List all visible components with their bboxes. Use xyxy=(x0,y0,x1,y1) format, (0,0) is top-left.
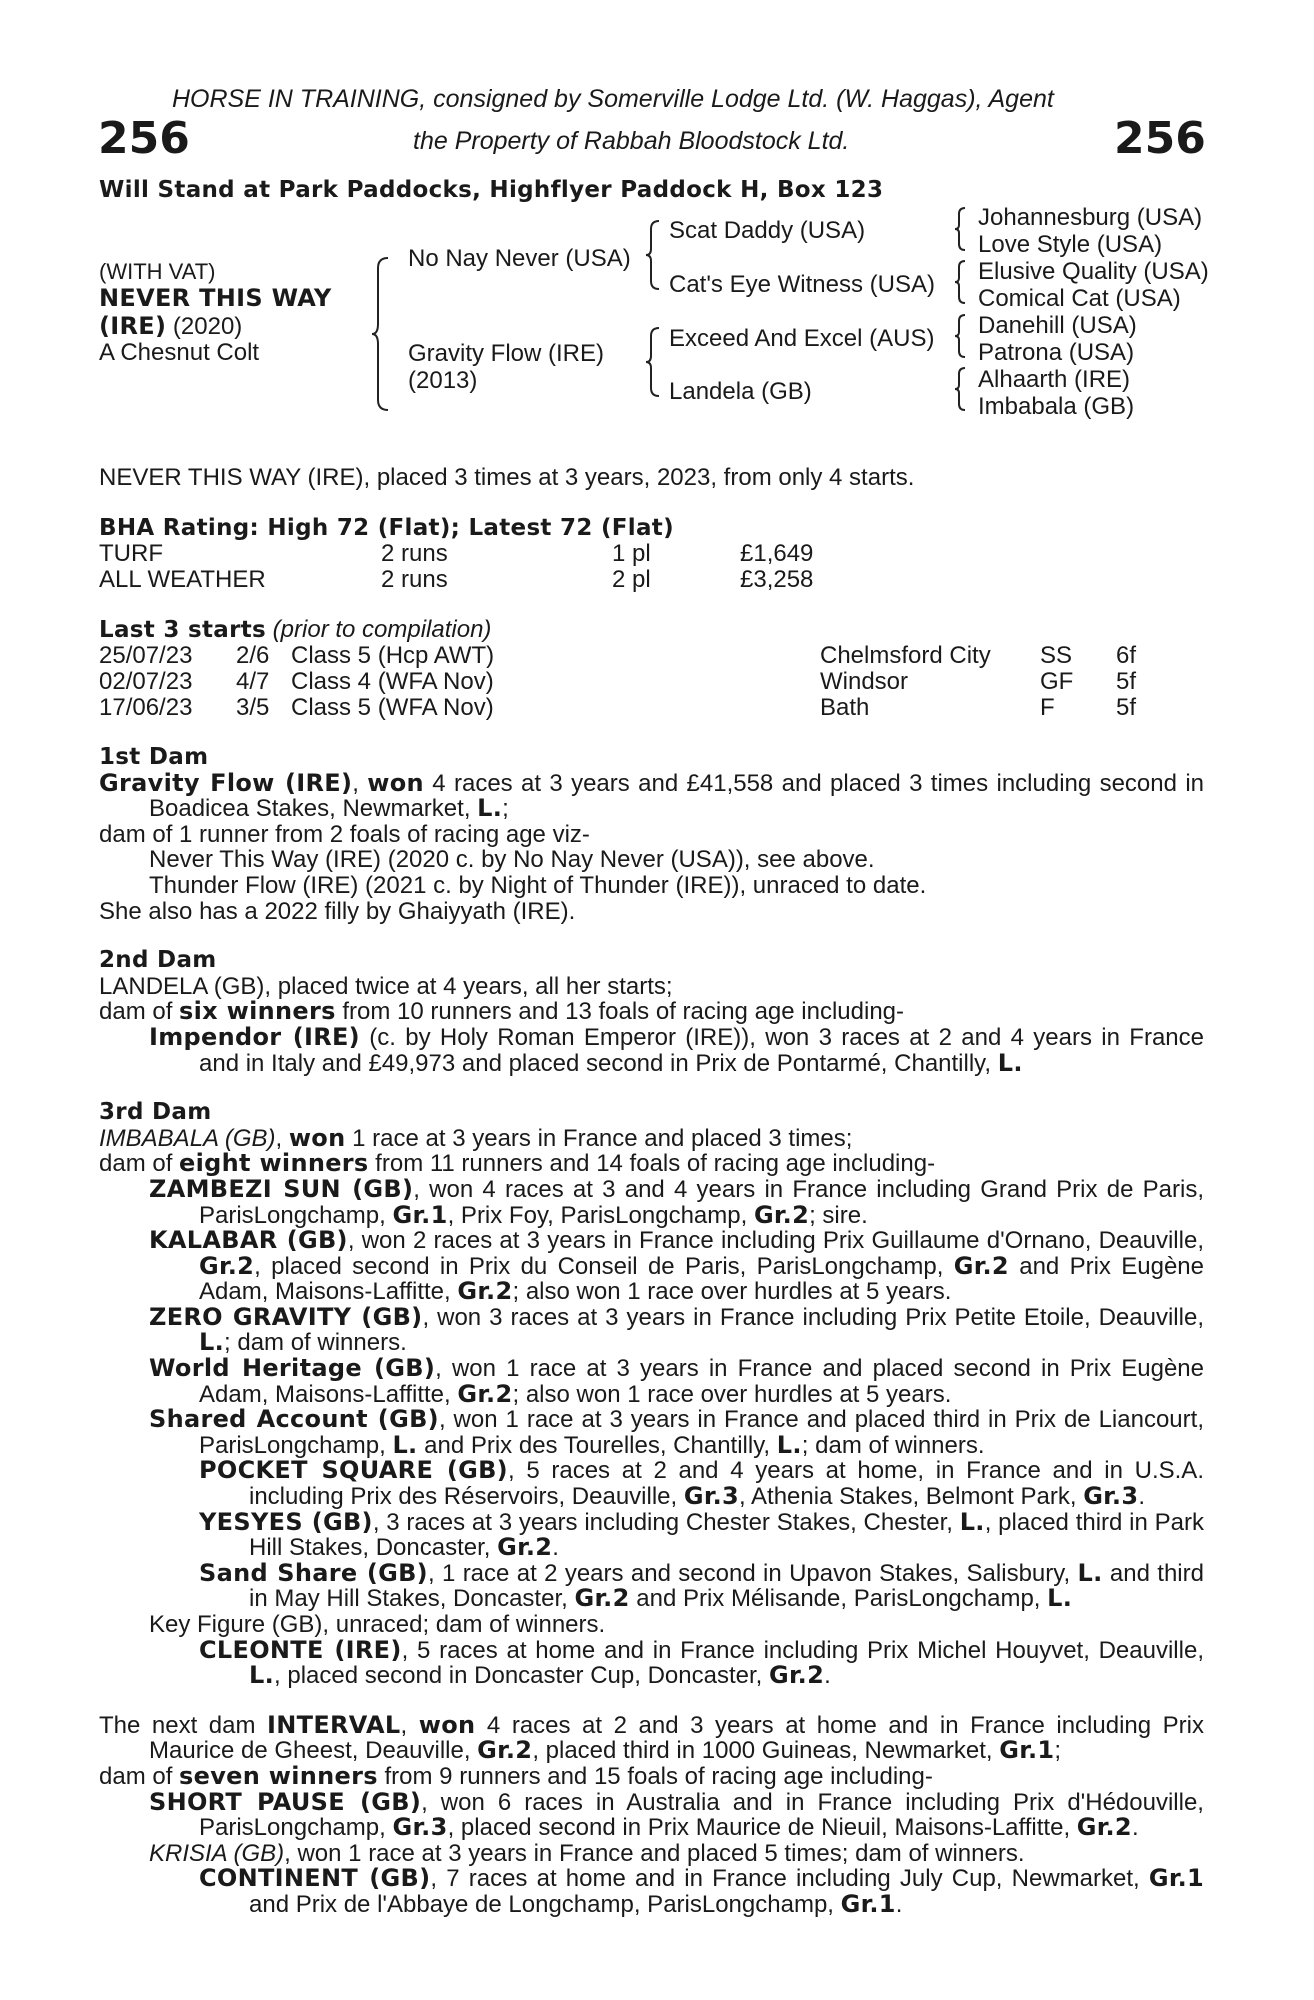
listed-mark: L. xyxy=(997,1048,1023,1077)
horse-name: Impendor (IRE) xyxy=(149,1022,360,1051)
record-text: dam of xyxy=(99,1150,180,1178)
horse-name: POCKET SQUARE (GB) xyxy=(199,1456,508,1485)
pedigree-dsd: Patrona (USA) xyxy=(978,339,1135,366)
produce-item: Never This Way (IRE) (2020 c. by No Nay Never (USA)), see above. xyxy=(149,846,875,874)
start-position: 4/7 xyxy=(236,668,270,695)
horse-name: CONTINENT (GB) xyxy=(199,1864,431,1893)
rating-runs: 2 runs xyxy=(381,540,448,567)
produce-item: SHORT PAUSE (GB), won 6 races in Australia and in France including Prix d'Hédouville, ParisLongchamp, Gr.3, placed second in Prix Maurice de Nieuil, Maisons-Laffitte, Gr.2. xyxy=(149,1787,1204,1842)
second-dam-produce xyxy=(99,999,1204,1025)
start-going: SS xyxy=(1040,642,1073,669)
horse-name: KRISIA (GB) xyxy=(149,1839,285,1867)
third-dam-heading: 3rd Dam xyxy=(99,1099,212,1126)
produce-item: YESYES (GB), 3 races at 3 years including Chester Stakes, Chester, L., placed third in Park Hill Stakes, Doncaster, Gr.2. xyxy=(199,1507,1204,1562)
pedigree-brace-dd xyxy=(953,366,967,412)
next-dam-produce: dam of seven winners from 9 runners and 15 foals of racing age including- xyxy=(99,1761,933,1790)
start-going: F xyxy=(1040,694,1055,721)
horse-description: A Chesnut Colt xyxy=(99,339,260,366)
produce-item: ZERO GRAVITY (GB), won 3 races at 3 years in France including Prix Petite Etoile, Deauville, L.; dam of winners. xyxy=(149,1302,1204,1357)
bha-rating-heading: BHA Rating: High 72 (Flat); Latest 72 (Flat) xyxy=(99,515,674,541)
produce-item: KALABAR (GB), won 2 races at 3 years in France including Prix Guillaume d'Ornano, Deauville, Gr.2, placed second in Prix du Conseil de Paris, ParisLongchamp, Gr.2 and Prix Eugène Adam, Maisons-Laffitte, Gr.2; also won 1 race over hurdles at 5 years. xyxy=(149,1226,1205,1306)
lot-number-left: 256 xyxy=(98,113,190,164)
record-text: from 10 runners and 13 foals of racing age including- xyxy=(335,998,905,1026)
pedigree-brace-main xyxy=(370,256,392,412)
produce-item: ZAMBEZI SUN (GB), won 4 races at 3 and 4 years in France including Grand Prix de Paris, ParisLongchamp, Gr.1, Prix Foy, ParisLongchamp, Gr.2; sire. xyxy=(149,1174,1204,1229)
record-text: 1 race at 3 years in France and placed 3 times; xyxy=(345,1124,853,1152)
rating-placed: 2 pl xyxy=(612,566,651,593)
first-dam-produce: dam of 1 runner from 2 foals of racing age viz- xyxy=(99,820,590,848)
record-text: 4 races at 3 years and £41,558 and placed 3 times including second in Boadicea Stakes, Newmarket, xyxy=(149,769,1205,823)
pedigree-ddd: Imbabala (GB) xyxy=(978,393,1135,420)
pedigree-sdd: Comical Cat (USA) xyxy=(978,285,1181,312)
last-starts-heading xyxy=(99,617,491,643)
horse-name: NEVER THIS WAY xyxy=(99,284,332,312)
pedigree-sire: No Nay Never (USA) xyxy=(408,245,631,272)
start-class: Class 5 (Hcp AWT) xyxy=(291,642,495,669)
horse-name: ZAMBEZI SUN (GB) xyxy=(149,1174,414,1203)
start-course: Chelmsford City xyxy=(820,642,991,669)
rating-prize: £1,649 xyxy=(740,540,814,567)
horse-name: Sand Share (GB) xyxy=(199,1558,428,1587)
race-summary: NEVER THIS WAY (IRE), placed 3 times at 3 years, 2023, from only 4 starts. xyxy=(99,464,915,491)
rating-surface: TURF xyxy=(99,540,163,567)
record-text: ; xyxy=(502,795,509,823)
produce-item: CLEONTE (IRE), 5 races at home and in France including Prix Michel Houyvet, Deauville, L., placed second in Doncaster Cup, Doncaster, Gr.2. xyxy=(199,1635,1204,1690)
start-distance: 5f xyxy=(1116,694,1137,721)
pedigree-sss: Johannesburg (USA) xyxy=(978,204,1203,231)
horse-name: ZERO GRAVITY (GB) xyxy=(149,1302,423,1331)
pedigree-ssd: Love Style (USA) xyxy=(978,231,1163,258)
produce-item: Thunder Flow (IRE) (2021 c. by Night of Thunder (IRE)), unraced to date. xyxy=(149,871,927,899)
horse-country: (IRE) xyxy=(99,312,167,340)
start-date: 25/07/23 xyxy=(99,642,193,669)
start-distance: 5f xyxy=(1116,668,1137,695)
dam-name: IMBABALA (GB) xyxy=(99,1124,276,1152)
winners-count: six winners xyxy=(179,997,336,1026)
start-date: 02/07/23 xyxy=(99,668,193,695)
produce-item: POCKET SQUARE (GB), 5 races at 2 and 4 years at home, in France and in U.S.A. including Prix des Réservoirs, Deauville, Gr.3, Athenia Stakes, Belmont Park, Gr.3. xyxy=(199,1456,1204,1511)
start-going: GF xyxy=(1040,668,1074,695)
pedigree-brace-ds xyxy=(953,313,967,359)
produce-item: CONTINENT (GB), 7 races at home and in France including July Cup, Newmarket, Gr.1 and Prix de l'Abbaye de Longchamp, ParisLongchamp, Gr.1. xyxy=(199,1864,1204,1918)
start-distance: 6f xyxy=(1116,642,1137,669)
dam-name: INTERVAL xyxy=(267,1710,401,1739)
horse-name: SHORT PAUSE (GB) xyxy=(149,1787,422,1816)
rating-prize: £3,258 xyxy=(740,566,814,593)
lot-number-right: 256 xyxy=(1114,113,1206,164)
rating-surface: ALL WEATHER xyxy=(99,566,266,593)
produce-item: Sand Share (GB), 1 race at 2 years and second in Upavon Stakes, Salisbury, L. and third in May Hill Stakes, Doncaster, Gr.2 and Prix Mélisande, ParisLongchamp, L. xyxy=(199,1558,1204,1613)
last-starts-title: Last 3 starts xyxy=(99,617,267,643)
start-position: 3/5 xyxy=(236,694,270,721)
produce-item: Key Figure (GB), unraced; dam of winners. xyxy=(149,1611,606,1638)
horse-name: CLEONTE (IRE) xyxy=(199,1635,402,1664)
third-dam-produce xyxy=(99,1151,1204,1177)
horse-name: KALABAR (GB) xyxy=(149,1226,348,1255)
pedigree-sire-dam: Cat's Eye Witness (USA) xyxy=(669,271,935,298)
horse-name: World Heritage (GB) xyxy=(149,1354,436,1383)
rating-placed: 1 pl xyxy=(612,540,651,567)
start-course: Windsor xyxy=(820,668,909,695)
second-dam-record: LANDELA (GB), placed twice at 4 years, all her starts; xyxy=(99,972,673,1000)
first-dam-record: Gravity Flow (IRE), won 4 races at 3 years and £41,558 and placed 3 times including second in Boadicea Stakes, Newmarket, L.; xyxy=(99,768,1205,823)
horse-name: YESYES (GB) xyxy=(199,1507,373,1536)
horse-year: (2020) xyxy=(166,313,243,340)
start-date: 17/06/23 xyxy=(99,694,193,721)
stand-location: Will Stand at Park Paddocks, Highflyer Paddock H, Box 123 xyxy=(99,177,884,203)
pedigree-dam-dam: Landela (GB) xyxy=(669,378,812,405)
last-starts-note: (prior to compilation) xyxy=(266,616,492,643)
won-label: won xyxy=(367,768,424,797)
pedigree-dam: Gravity Flow (IRE) xyxy=(408,340,605,367)
property-line: the Property of Rabbah Bloodstock Ltd. xyxy=(413,127,850,155)
start-position: 2/6 xyxy=(236,642,270,669)
third-dam-record: IMBABALA (GB), won 1 race at 3 years in France and placed 3 times; xyxy=(99,1123,853,1152)
record-text: (c. by Holy Roman Emperor (IRE)), won 3 races at 2 and 4 years in France and in Italy and £49,973 and placed second in Prix de Pontarmé, Chantilly, xyxy=(199,1023,1204,1077)
start-course: Bath xyxy=(820,694,870,721)
winners-count: eight winners xyxy=(179,1149,369,1178)
winners-count: seven winners xyxy=(179,1761,378,1790)
pedigree-brace-sire xyxy=(644,219,662,291)
horse-country-year xyxy=(99,313,242,340)
first-dam-heading: 1st Dam xyxy=(99,744,209,770)
produce-note: She also has a 2022 filly by Ghaiyyath (IRE). xyxy=(99,897,576,925)
pedigree-sire-sire: Scat Daddy (USA) xyxy=(669,217,866,244)
produce-item xyxy=(99,1022,1204,1077)
vat-note: (WITH VAT) xyxy=(99,259,216,284)
pedigree-brace-dam xyxy=(644,326,662,398)
produce-item: KRISIA (GB), won 1 race at 3 years in France and placed 5 times; dam of winners. xyxy=(149,1839,1025,1867)
horse-name: Shared Account (GB) xyxy=(149,1405,439,1434)
start-class: Class 4 (WFA Nov) xyxy=(291,668,494,695)
pedigree-dam-sire: Exceed And Excel (AUS) xyxy=(669,325,935,352)
produce-item: World Heritage (GB), won 1 race at 3 years in France and placed second in Prix Eugène Adam, Maisons-Laffitte, Gr.2; also won 1 race over hurdles at 5 years. xyxy=(149,1354,1204,1408)
pedigree-sds: Elusive Quality (USA) xyxy=(978,258,1209,285)
pedigree-brace-ss xyxy=(953,206,967,252)
dam-name: Gravity Flow (IRE) xyxy=(99,768,353,797)
pedigree-brace-sd xyxy=(953,259,967,305)
pedigree-dss: Danehill (USA) xyxy=(978,312,1137,339)
consignor-line: HORSE IN TRAINING, consigned by Somerville Lodge Ltd. (W. Haggas), Agent xyxy=(172,85,1054,113)
pedigree-dam-year: (2013) xyxy=(408,367,478,394)
record-text: from 11 runners and 14 foals of racing age including- xyxy=(368,1150,936,1178)
won-label: won xyxy=(288,1123,346,1152)
listed-mark: L. xyxy=(477,794,503,823)
produce-item: Shared Account (GB), won 1 race at 3 years in France and placed third in Prix de Liancourt, ParisLongchamp, L. and Prix des Tourelles, Chantilly, L.; dam of winners. xyxy=(149,1405,1204,1459)
pedigree-dds: Alhaarth (IRE) xyxy=(978,366,1131,393)
next-dam-record: The next dam INTERVAL, won 4 races at 2 and 3 years at home and in France including Prix Maurice de Gheest, Deauville, Gr.2, placed third in 1000 Guineas, Newmarket, Gr.1; xyxy=(99,1710,1204,1765)
rating-runs: 2 runs xyxy=(381,566,448,593)
dam-notes xyxy=(99,745,1204,1918)
record-text: dam of xyxy=(99,998,180,1026)
start-class: Class 5 (WFA Nov) xyxy=(291,694,494,721)
second-dam-heading: 2nd Dam xyxy=(99,947,217,974)
